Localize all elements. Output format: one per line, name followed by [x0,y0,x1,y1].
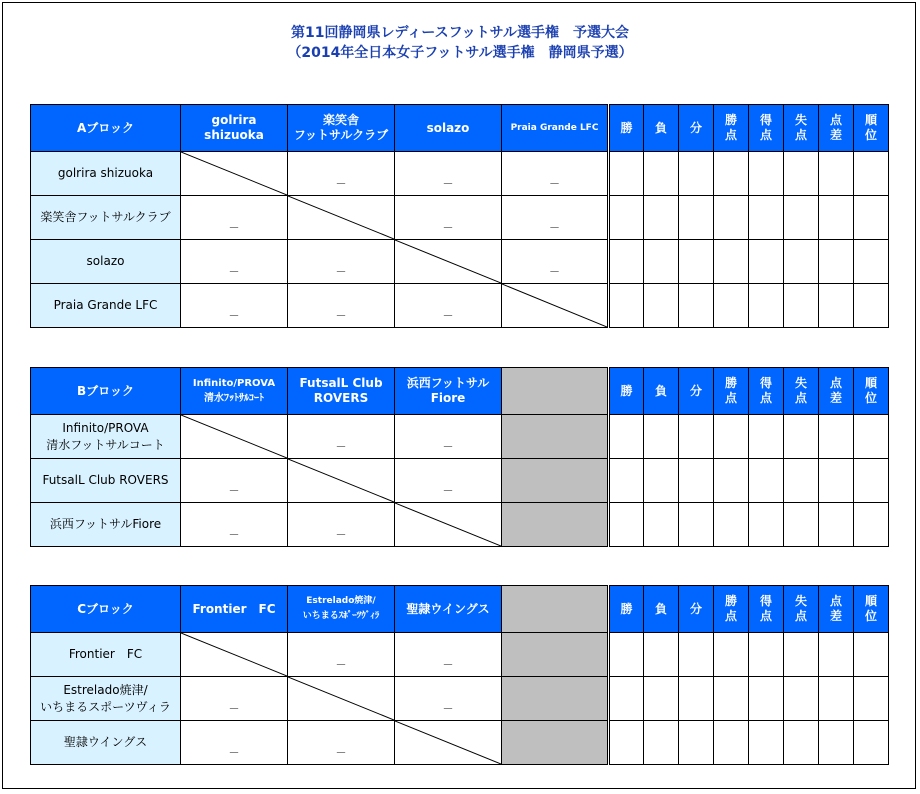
match-result-cell [502,240,609,284]
stat-cell [644,240,679,284]
stat-cell [714,152,749,196]
stat-cell [749,633,784,677]
team-row-label: 聖隷ウイングス [31,721,181,765]
header-row [31,586,889,633]
stat-cell [644,677,679,721]
stat-cell [714,415,749,459]
stat-header: 負 [644,586,679,633]
diagonal-line [288,459,394,502]
unused-cell [502,633,609,677]
stat-header: 分 [679,586,714,633]
self-match-cell [181,415,288,459]
stat-cell [784,459,819,503]
score-placeholder: － [228,528,240,541]
match-result-cell [181,240,288,284]
self-match-cell [395,721,502,765]
stat-cell [749,721,784,765]
team-column-header: Infinito/PROVA 清水ﾌｯﾄｻﾙｺｰﾄ [181,368,288,415]
stat-cell [819,503,854,547]
self-match-cell [288,459,395,503]
stat-cell [609,721,644,765]
score-placeholder: － [335,528,347,541]
score-placeholder: － [228,702,240,715]
stat-cell [679,677,714,721]
stat-cell [644,721,679,765]
stat-cell [714,240,749,284]
stat-header: 分 [679,105,714,152]
stat-cell [714,633,749,677]
stat-cell [784,196,819,240]
stat-cell [784,240,819,284]
score-placeholder: － [442,658,454,671]
team-column-header: Estrelado焼津/ いちまるｽﾎﾟｰﾂｳﾞｨﾗ [288,586,395,633]
stat-cell [714,503,749,547]
score-placeholder: － [335,177,347,190]
stat-cell [679,633,714,677]
self-match-cell [288,196,395,240]
stat-header: 点 差 [819,368,854,415]
stat-header: 失 点 [784,105,819,152]
match-result-cell [181,503,288,547]
match-result-cell [288,721,395,765]
self-match-cell [395,240,502,284]
stat-cell [819,415,854,459]
score-placeholder: － [335,309,347,322]
stat-cell [679,152,714,196]
stat-cell [819,677,854,721]
match-result-cell [395,633,502,677]
stat-header: 順 位 [854,368,889,415]
stat-cell [749,152,784,196]
team-column-header: Frontier FC [181,586,288,633]
team-row-label: Infinito/PROVA 清水フットサルコート [31,415,181,459]
stat-header: 勝 点 [714,586,749,633]
score-placeholder: － [335,440,347,453]
team-row-label: 楽笑舎フットサルクラブ [31,196,181,240]
team-row-label: 浜西フットサルFiore [31,503,181,547]
score-placeholder: － [228,746,240,759]
stat-cell [679,503,714,547]
block-name: Cブロック [31,586,181,633]
stat-cell [784,152,819,196]
diagonal-line [181,152,287,195]
self-match-cell [181,633,288,677]
stat-header: 点 差 [819,105,854,152]
match-result-cell [181,721,288,765]
match-result-cell [288,284,395,328]
self-match-cell [181,152,288,196]
stat-header: 得 点 [749,105,784,152]
stat-cell [714,459,749,503]
team-row [31,152,889,196]
diagonal-line [288,196,394,239]
team-row-label: solazo [31,240,181,284]
stat-cell [854,415,889,459]
match-result-cell [288,240,395,284]
stat-cell [819,459,854,503]
stat-cell [819,152,854,196]
stat-header: 負 [644,105,679,152]
score-placeholder: － [228,265,240,278]
unused-cell [502,415,609,459]
team-column-header: 楽笑舎 フットサルクラブ [288,105,395,152]
stat-cell [854,677,889,721]
page-title: 第11回静岡県レディースフットサル選手権 予選大会 [291,25,629,41]
self-match-cell [395,503,502,547]
stat-cell [854,633,889,677]
stat-header: 勝 [609,586,644,633]
stat-cell [644,152,679,196]
score-placeholder: － [442,440,454,453]
stat-header: 分 [679,368,714,415]
match-result-cell [395,284,502,328]
score-placeholder: － [442,309,454,322]
stat-cell [679,721,714,765]
score-placeholder: － [549,221,560,234]
stat-cell [679,240,714,284]
stat-cell [854,721,889,765]
stat-header: 負 [644,368,679,415]
team-column-header: 聖隷ウイングス [395,586,502,633]
stat-cell [784,415,819,459]
score-placeholder: － [335,746,347,759]
match-result-cell [502,152,609,196]
score-placeholder: － [442,177,454,190]
stat-cell [784,721,819,765]
match-result-cell [288,152,395,196]
stat-cell [714,721,749,765]
diagonal-line [181,415,287,458]
page-subtitle: （2014年全日本女子フットサル選手権 静岡県予選） [287,45,633,61]
stat-cell [609,677,644,721]
team-row [31,240,889,284]
diagonal-line [181,633,287,676]
stat-cell [854,196,889,240]
diagonal-line [395,503,501,546]
diagonal-line [395,240,501,283]
block-name: Aブロック [31,105,181,152]
standings-table [30,585,889,765]
stat-cell [749,196,784,240]
team-column-header: Praia Grande LFC [502,105,609,152]
team-row-label: FutsalL Club ROVERS [31,459,181,503]
match-result-cell [288,633,395,677]
diagonal-line [288,677,394,720]
match-result-cell [288,415,395,459]
team-column-header: FutsalL Club ROVERS [288,368,395,415]
stat-cell [714,677,749,721]
stat-header: 失 点 [784,586,819,633]
team-column-header: solazo [395,105,502,152]
block-table-1 [30,104,889,328]
team-row [31,284,889,328]
stat-header: 得 点 [749,368,784,415]
stat-cell [854,503,889,547]
score-placeholder: － [335,658,347,671]
match-result-cell [395,415,502,459]
stat-cell [784,503,819,547]
stat-header: 順 位 [854,586,889,633]
stat-cell [749,459,784,503]
stat-cell [749,503,784,547]
stat-cell [854,284,889,328]
stat-cell [609,503,644,547]
stat-cell [819,284,854,328]
team-column-header: 浜西フットサル Fiore [395,368,502,415]
diagonal-line [395,721,501,764]
stat-cell [679,415,714,459]
team-row-label: Frontier FC [31,633,181,677]
self-match-cell [502,284,609,328]
team-row [31,503,889,547]
stat-cell [749,415,784,459]
stat-cell [819,633,854,677]
block-name: Bブロック [31,368,181,415]
block-table-3 [30,585,889,765]
unused-cell [502,721,609,765]
unused-cell [502,459,609,503]
stat-header: 点 差 [819,586,854,633]
score-placeholder: － [228,221,240,234]
stat-cell [609,240,644,284]
team-row-label: Praia Grande LFC [31,284,181,328]
empty-column-header [502,368,609,415]
match-result-cell [502,196,609,240]
stat-cell [784,633,819,677]
score-placeholder: － [228,309,240,322]
team-row-label: golrira shizuoka [31,152,181,196]
stat-cell [854,459,889,503]
stat-cell [609,284,644,328]
stat-header: 勝 [609,105,644,152]
stat-cell [644,284,679,328]
stat-header: 勝 点 [714,105,749,152]
stat-header: 順 位 [854,105,889,152]
diagonal-line [502,284,607,327]
team-row [31,196,889,240]
match-result-cell [288,503,395,547]
match-result-cell [181,196,288,240]
match-result-cell [395,196,502,240]
unused-cell [502,503,609,547]
stat-cell [644,196,679,240]
stat-cell [679,196,714,240]
standings-table [30,104,889,328]
stat-cell [714,196,749,240]
stat-cell [609,633,644,677]
stat-cell [784,677,819,721]
stat-cell [644,415,679,459]
match-result-cell [395,152,502,196]
team-column-header: golrira shizuoka [181,105,288,152]
match-result-cell [395,459,502,503]
empty-column-header [502,586,609,633]
stat-cell [679,459,714,503]
team-row-label: Estrelado焼津/ いちまるスポーツヴィラ [31,677,181,721]
stat-cell [644,633,679,677]
stat-cell [609,152,644,196]
team-row [31,677,889,721]
stat-cell [819,240,854,284]
block-table-2 [30,367,889,547]
team-row [31,633,889,677]
header-row [31,105,889,152]
score-placeholder: － [442,484,454,497]
team-row [31,459,889,503]
team-row [31,415,889,459]
unused-cell [502,677,609,721]
standings-table [30,367,889,547]
stat-header: 勝 点 [714,368,749,415]
stat-cell [854,240,889,284]
score-placeholder: － [549,265,560,278]
stat-cell [644,459,679,503]
match-result-cell [395,677,502,721]
stat-cell [854,152,889,196]
stat-cell [749,240,784,284]
match-result-cell [181,677,288,721]
score-placeholder: － [442,702,454,715]
stat-cell [609,196,644,240]
score-placeholder: － [228,484,240,497]
stat-cell [749,677,784,721]
stat-header: 勝 [609,368,644,415]
stat-cell [644,503,679,547]
stat-cell [609,459,644,503]
match-result-cell [181,459,288,503]
stat-cell [679,284,714,328]
stat-cell [714,284,749,328]
stat-cell [784,284,819,328]
self-match-cell [288,677,395,721]
stat-cell [609,415,644,459]
stat-header: 得 点 [749,586,784,633]
score-placeholder: － [335,265,347,278]
team-row [31,721,889,765]
stat-cell [749,284,784,328]
match-result-cell [181,284,288,328]
score-placeholder: － [549,177,560,190]
stat-cell [819,196,854,240]
stat-header: 失 点 [784,368,819,415]
score-placeholder: － [442,221,454,234]
stat-cell [819,721,854,765]
header-row [31,368,889,415]
